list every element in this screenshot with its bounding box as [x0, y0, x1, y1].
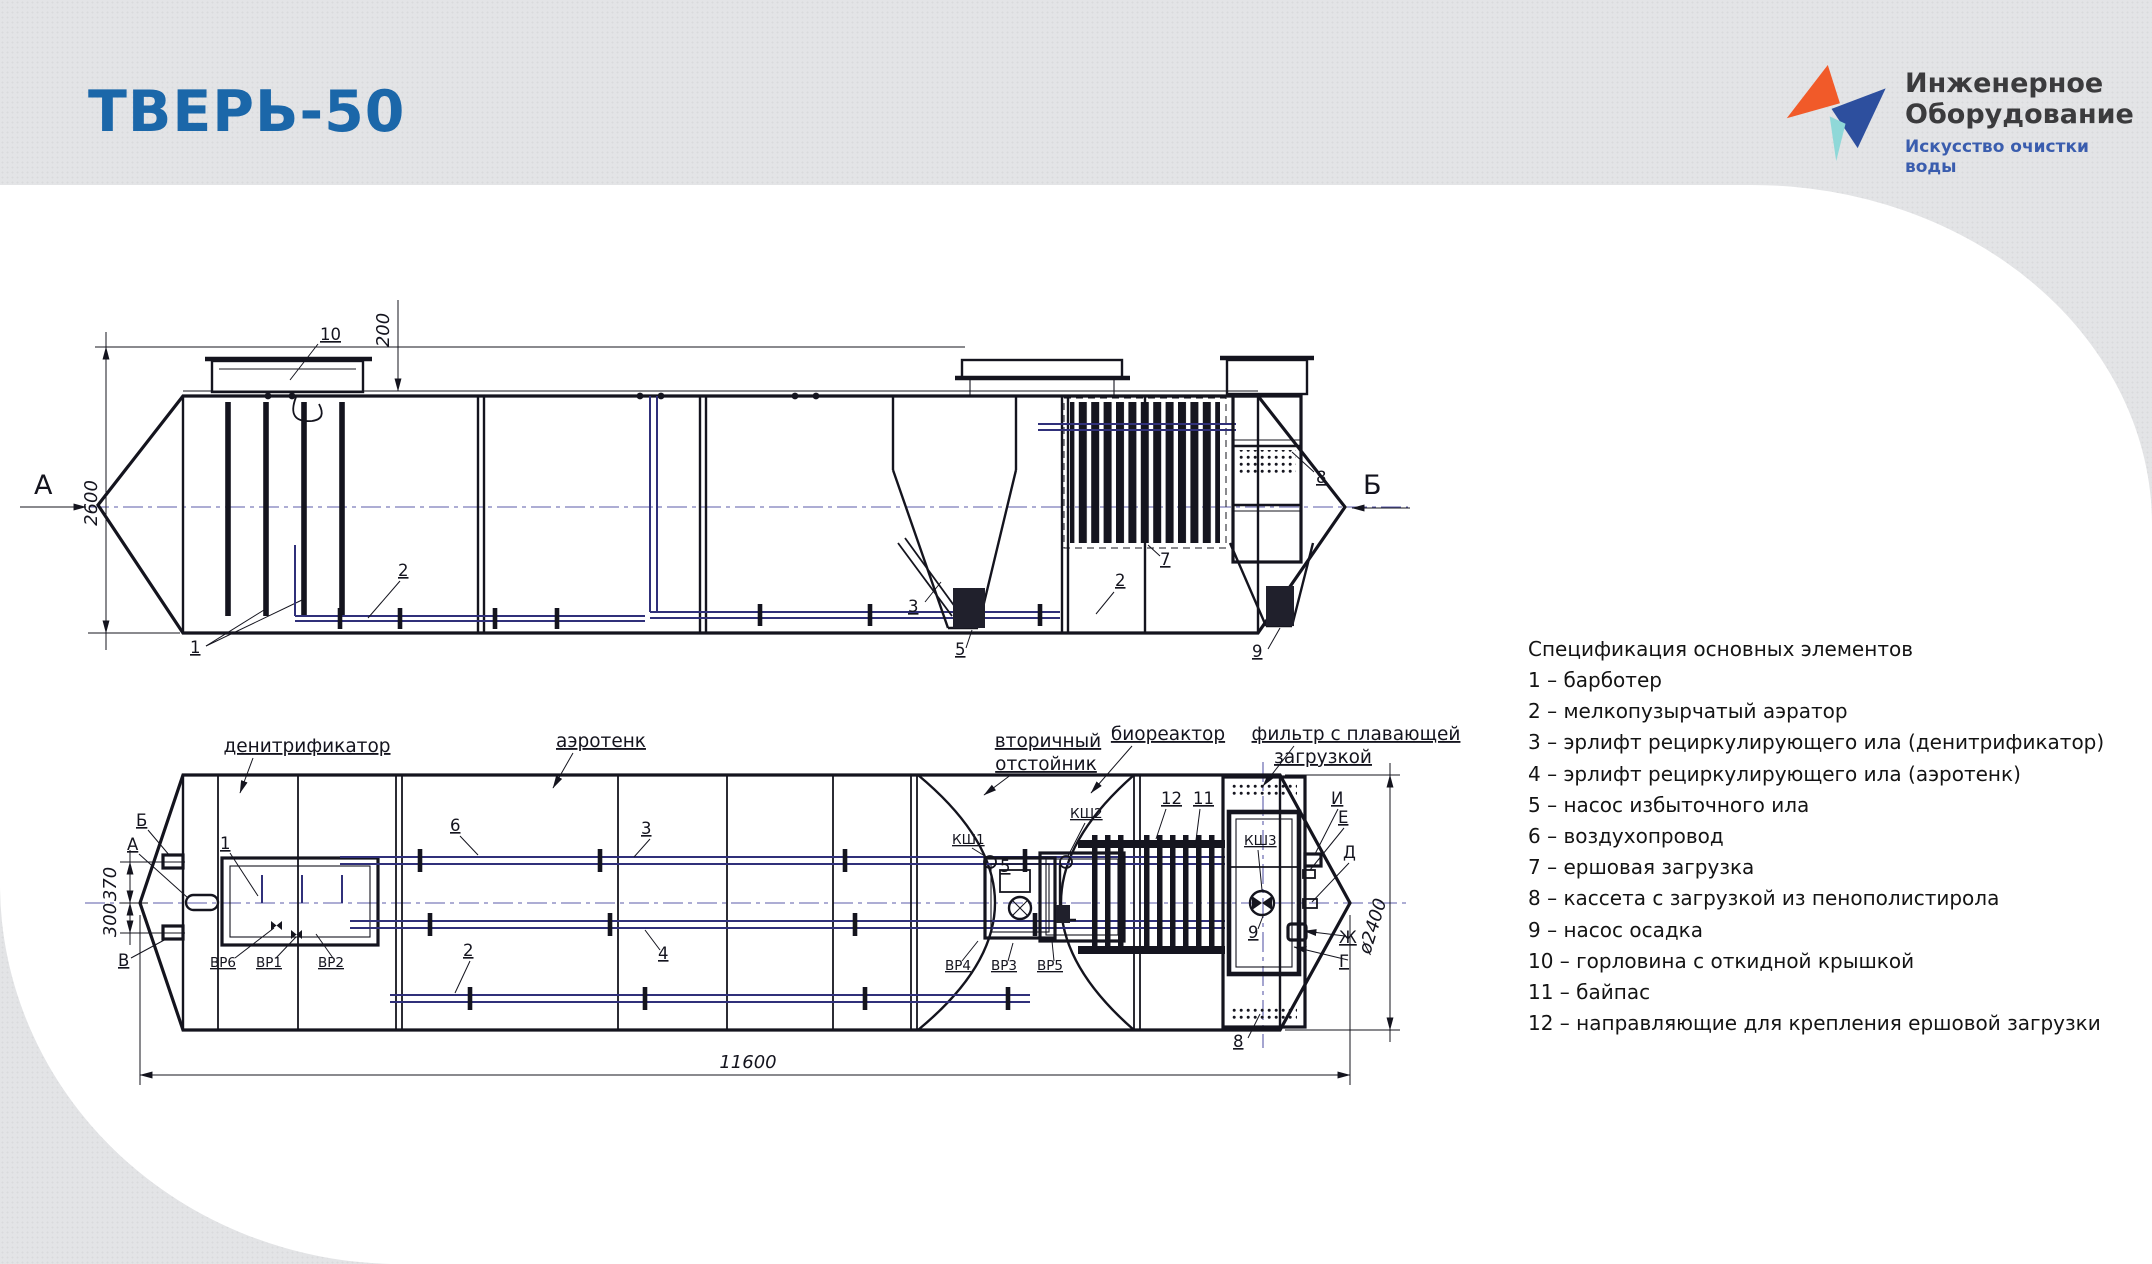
- nozzle-label-i: И: [1331, 789, 1344, 808]
- valve-ksh3: КШ3: [1244, 833, 1277, 849]
- nozzle-label-e: Е: [1338, 808, 1349, 827]
- callout-8-plan: 8: [1233, 1032, 1244, 1051]
- section-filter-line1: фильтр с плавающей: [1251, 724, 1461, 745]
- valve-vr1: ВР1: [256, 955, 282, 971]
- valve-vr3: ВР3: [991, 958, 1017, 974]
- logo-name-line1: Инженерное: [1905, 68, 2104, 99]
- spec-item: 10 – горловина с откидной крышкой: [1528, 948, 1915, 973]
- callout-11-bypass: 11: [1193, 789, 1214, 808]
- spec-item: 8 – кассета с загрузкой из пенополистирола: [1528, 886, 2000, 911]
- view-label-a: А: [34, 470, 53, 501]
- spec-item: 5 – насос избыточного ила: [1528, 792, 1810, 817]
- spec-item: 11 – байпас: [1528, 980, 1651, 1005]
- spec-item: 12 – направляющие для крепления ершовой загрузки: [1528, 1011, 2101, 1036]
- callout-6-air: 6: [450, 816, 461, 835]
- spec-item: 1 – барботер: [1528, 668, 1662, 692]
- valve-ksh1: КШ1: [952, 832, 985, 848]
- callout-7-brush: 7: [1160, 550, 1171, 569]
- section-filter-line2: загрузкой: [1274, 747, 1372, 768]
- nozzle-label-zh: Ж: [1339, 928, 1357, 947]
- logo-name-line2: Оборудование: [1905, 99, 2134, 130]
- valve-ksh2: КШ2: [1070, 806, 1103, 822]
- callout-5-plan: 5: [1000, 857, 1011, 876]
- valve-vr2: ВР2: [318, 955, 344, 971]
- callout-1-barboter: 1: [190, 638, 201, 657]
- valve-vr5: ВР5: [1037, 958, 1063, 974]
- dim-370: 370: [100, 866, 121, 902]
- callout-1-plan: 1: [220, 834, 231, 853]
- callout-9-sludge-pump: 9: [1252, 642, 1263, 661]
- callout-2-aerator-left: 2: [398, 561, 409, 580]
- callout-9-plan: 9: [1248, 923, 1259, 942]
- callout-3-airlift: 3: [908, 597, 919, 616]
- spec-item: 3 – эрлифт рециркулирующего ила (денитрификатор): [1528, 730, 2105, 755]
- callout-4-plan: 4: [658, 944, 669, 963]
- callout-12-rails: 12: [1161, 789, 1182, 808]
- dim-length: 11600: [719, 1052, 777, 1073]
- logo-tagline: Искусство очистки воды: [1905, 137, 2089, 177]
- side-view: [20, 300, 1410, 661]
- callout-2-plan: 2: [463, 941, 474, 960]
- plan-view: [85, 724, 1460, 1085]
- callout-10-hatch: 10: [320, 325, 341, 344]
- view-label-b: Б: [1363, 470, 1382, 501]
- nozzle-label-a: А: [127, 835, 139, 854]
- spec-item: 9 – насос осадка: [1528, 917, 1704, 942]
- section-aerotank: аэротенк: [556, 731, 646, 752]
- nozzle-label-g: Г: [1339, 952, 1350, 971]
- valve-vr6: ВР6: [210, 955, 236, 971]
- callout-5-pump: 5: [955, 640, 966, 659]
- spec-item: 2 – мелкопузырчатый аэратор: [1528, 699, 1848, 724]
- nozzle-label-d: Д: [1343, 843, 1356, 862]
- section-denitrifier: денитрификатор: [223, 736, 391, 757]
- section-bioreactor: биореактор: [1110, 724, 1226, 745]
- section-settler-line2: отстойник: [995, 754, 1097, 775]
- page-title: ТВЕРЬ-50: [88, 79, 406, 145]
- valve-vr4: ВР4: [945, 958, 971, 974]
- section-settler-line1: вторичный: [994, 731, 1102, 752]
- dim-diameter: ø2400: [1354, 895, 1392, 957]
- dim-300: 300: [100, 902, 121, 938]
- nozzle-label-v: В: [118, 951, 130, 970]
- dim-2600: 2600: [81, 480, 102, 526]
- dim-200: 200: [373, 312, 394, 348]
- nozzle-label-b: Б: [136, 811, 148, 830]
- spec-title: Спецификация основных элементов: [1528, 637, 1913, 661]
- spec-item: 6 – воздухопровод: [1528, 824, 1724, 849]
- callout-8-cassette: 8: [1316, 468, 1327, 487]
- spec-item: 7 – ершовая загрузка: [1528, 855, 1755, 880]
- spec-item: 4 – эрлифт рециркулирующего ила (аэротенк): [1528, 761, 2021, 786]
- callout-3-plan: 3: [641, 819, 652, 838]
- callout-2-aerator-right: 2: [1115, 571, 1126, 590]
